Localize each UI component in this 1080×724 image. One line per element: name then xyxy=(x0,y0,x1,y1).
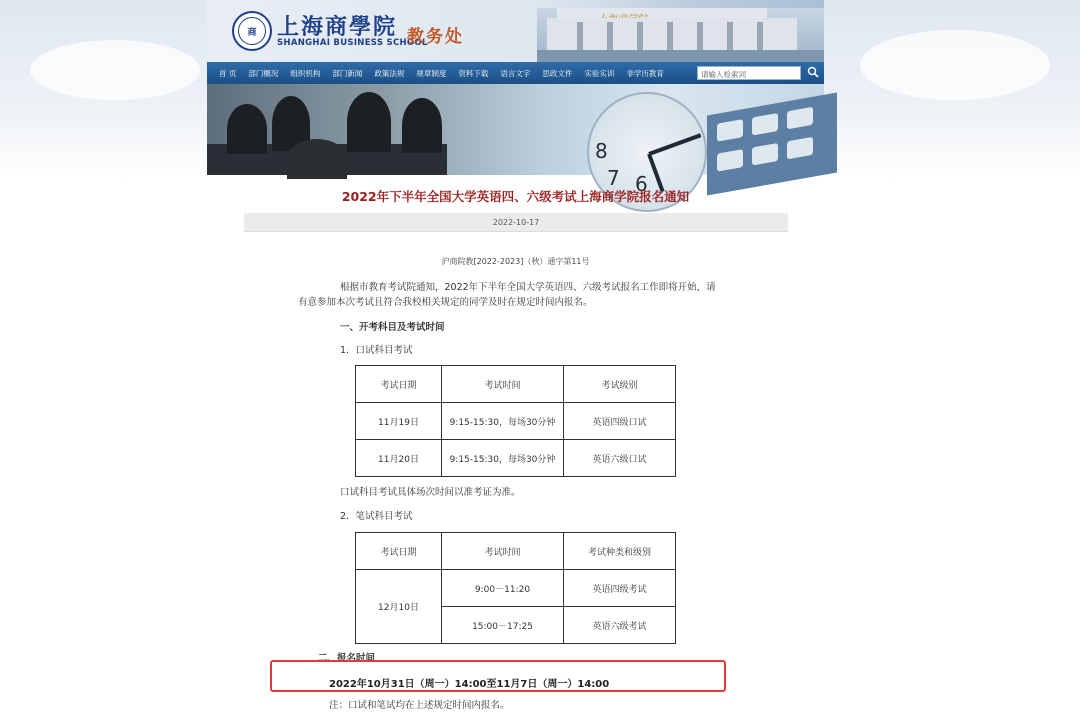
student-silhouette xyxy=(402,98,442,153)
nav-item-overview[interactable]: 部门概况 xyxy=(248,68,279,78)
intro-paragraph-line2: 有意参加本次考试且符合我校相关规定的同学及时在规定时间内报名。 xyxy=(298,297,593,308)
banner-image xyxy=(207,84,824,196)
nav-item-regulations[interactable]: 规章制度 xyxy=(416,68,447,78)
article-date: 2022-10-17 xyxy=(244,213,788,232)
nav-item-news[interactable]: 部门新闻 xyxy=(332,68,363,78)
site-container xyxy=(207,0,824,196)
table-cell: 15:00－17:25 xyxy=(442,607,564,644)
nav-item-practice[interactable]: 实验实训 xyxy=(584,68,615,78)
school-seal-logo[interactable] xyxy=(232,11,272,51)
calculator-image xyxy=(707,93,837,196)
cloud-decoration xyxy=(30,40,200,100)
table-cell: 9:15-15:30，每场30分钟 xyxy=(442,440,564,477)
calculator-key xyxy=(717,119,743,142)
table-cell: 9:00－11:20 xyxy=(442,570,564,607)
school-name-cn: 上海商學院 xyxy=(277,14,398,40)
nav-item-ideology[interactable]: 思政文件 xyxy=(542,68,573,78)
seal-inner: 商 xyxy=(238,17,266,45)
nav-item-language[interactable]: 语言文字 xyxy=(500,68,531,78)
cloud-decoration xyxy=(860,30,1050,100)
building-column xyxy=(697,22,703,52)
oral-exam-table xyxy=(355,365,676,477)
table-header-row xyxy=(356,366,676,403)
site-header xyxy=(207,0,824,62)
main-nav xyxy=(207,62,824,84)
nav-item-organization[interactable]: 组织机构 xyxy=(290,68,321,78)
clock-number: 7 xyxy=(607,166,620,190)
calculator-key xyxy=(787,107,813,130)
building-column xyxy=(577,22,583,52)
table-header-cell: 考试日期 xyxy=(356,366,442,403)
table-header-cell: 考试时间 xyxy=(442,533,564,570)
table-header-row xyxy=(356,533,676,570)
calculator-key xyxy=(787,137,813,160)
clock-number: 6 xyxy=(635,172,648,196)
student-silhouette xyxy=(287,139,347,179)
document-number: 沪商院教[2022-2023]（秋）通字第11号 xyxy=(441,257,590,266)
building-column xyxy=(637,22,643,52)
nav-item-nondegree[interactable]: 非学历教育 xyxy=(626,68,664,78)
student-silhouette xyxy=(227,104,267,154)
calculator-key xyxy=(717,149,743,172)
table-cell: 英语四级口试 xyxy=(564,403,676,440)
table-cell: 英语六级考试 xyxy=(564,607,676,644)
written-exam-heading: 2．笔试科目考试 xyxy=(340,511,413,522)
clock-number: 8 xyxy=(595,139,608,163)
registration-period: 2022年10月31日（周一）14:00至11月7日（周一）14:00 xyxy=(329,679,610,690)
oral-exam-note: 口试科目考试具体场次时间以准考证为准。 xyxy=(340,487,521,498)
registration-note: 注：口试和笔试均在上述规定时间内报名。 xyxy=(329,700,510,711)
table-header-cell: 考试级别 xyxy=(564,366,676,403)
table-header-cell: 考试种类和级别 xyxy=(564,533,676,570)
calculator-key xyxy=(752,143,778,166)
search-icon[interactable] xyxy=(807,66,819,78)
table-cell: 英语六级口试 xyxy=(564,440,676,477)
section1-heading: 一、开考科目及考试时间 xyxy=(340,322,445,333)
table-cell: 11月19日 xyxy=(356,403,442,440)
table-cell: 英语四级考试 xyxy=(564,570,676,607)
building-column xyxy=(607,22,613,52)
article-title: 2022年下半年全国大学英语四、六级考试上海商学院报名通知 xyxy=(341,189,690,204)
clock-hand xyxy=(648,133,701,156)
table-cell: 11月20日 xyxy=(356,440,442,477)
oral-exam-heading: 1．口试科目考试 xyxy=(340,345,413,356)
section2-heading: 二、报名时间 xyxy=(318,653,376,664)
school-name-en: SHANGHAI BUSINESS SCHOOL xyxy=(277,38,428,48)
nav-item-home[interactable]: 首 页 xyxy=(219,68,237,78)
building-roof xyxy=(557,8,767,18)
calculator-key xyxy=(752,113,778,136)
intro-paragraph-line1: 根据市教育考试院通知，2022年下半年全国大学英语四、六级考试报名工作即将开始，请 xyxy=(340,282,716,293)
student-silhouette xyxy=(347,92,391,152)
table-header-cell: 考试日期 xyxy=(356,533,442,570)
building-image xyxy=(537,8,824,62)
nav-item-policies[interactable]: 政策法规 xyxy=(374,68,405,78)
table-header-cell: 考试时间 xyxy=(442,366,564,403)
building-column xyxy=(757,22,763,52)
table-cell: 12月10日 xyxy=(356,570,442,644)
building-base xyxy=(537,50,824,62)
building-column xyxy=(667,22,673,52)
department-name: 教务处 xyxy=(407,27,464,47)
search-input[interactable]: 请输入检索词 xyxy=(697,66,801,80)
table-row xyxy=(356,403,676,440)
written-exam-table xyxy=(355,532,676,644)
table-cell: 9:15-15:30，每场30分钟 xyxy=(442,403,564,440)
table-row xyxy=(356,440,676,477)
table-row xyxy=(356,570,676,607)
building-column xyxy=(727,22,733,52)
nav-item-downloads[interactable]: 资料下载 xyxy=(458,68,489,78)
